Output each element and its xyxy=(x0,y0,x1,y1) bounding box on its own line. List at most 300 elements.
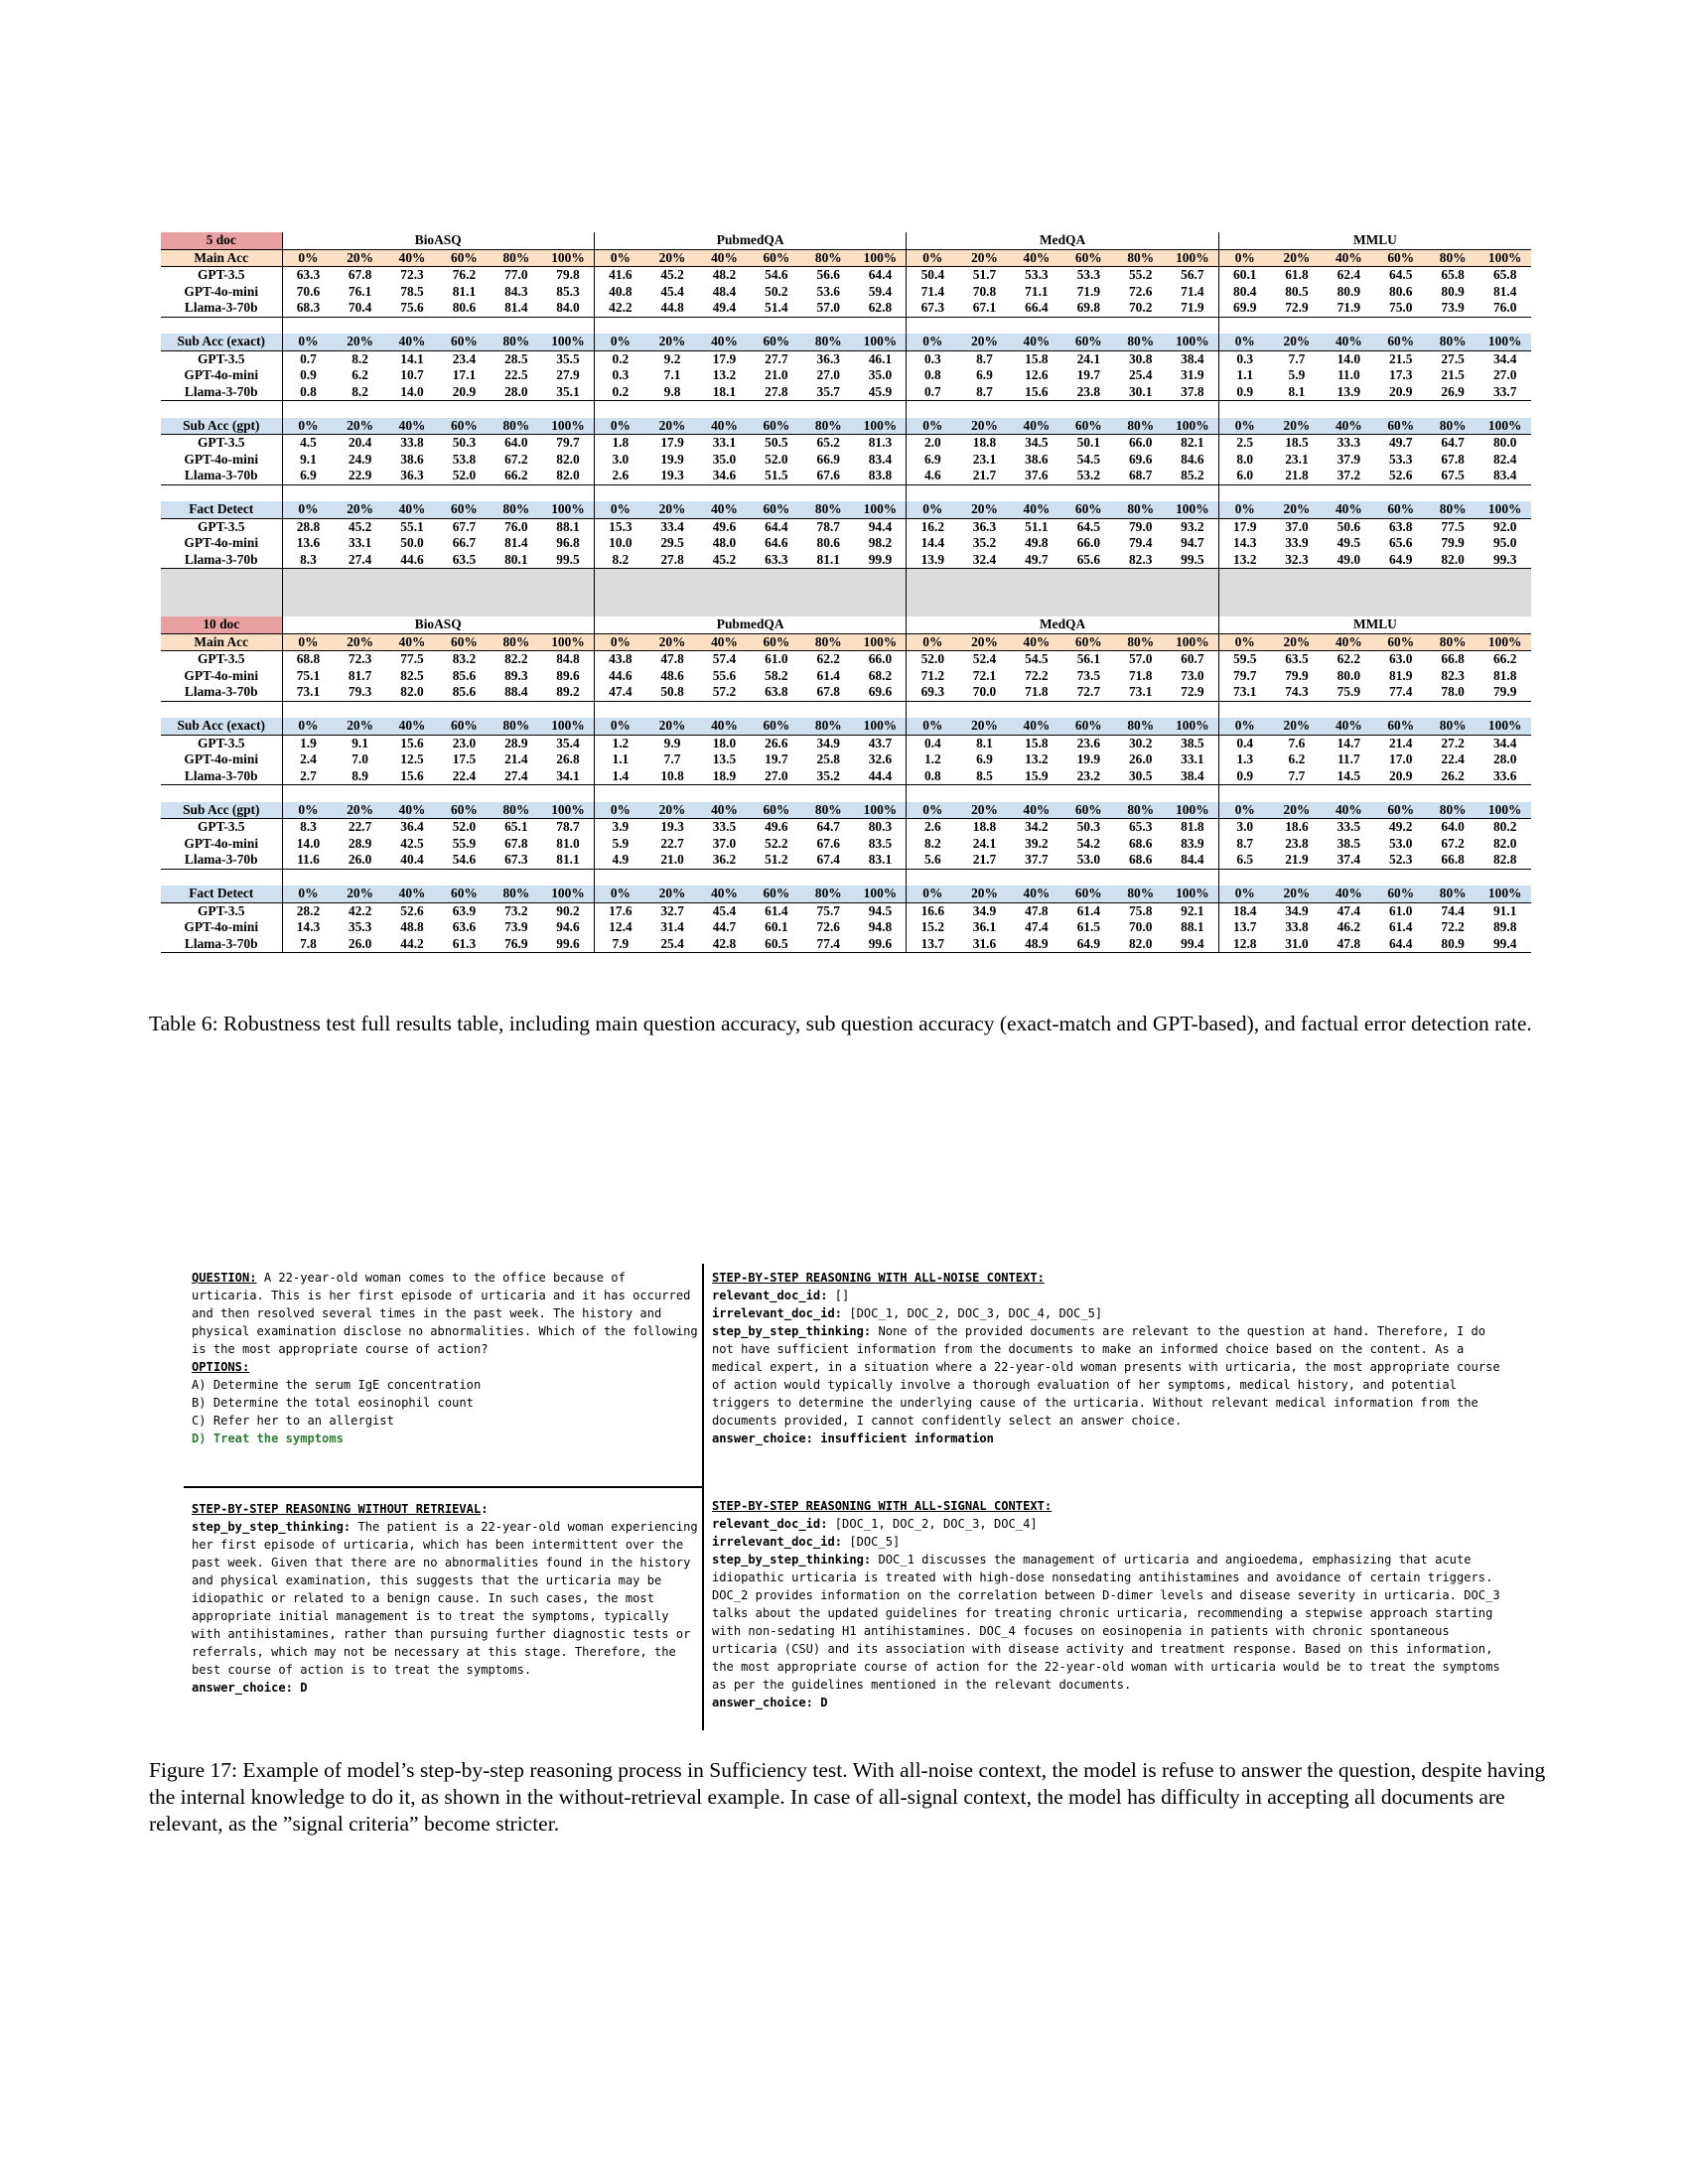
value-cell: 37.8 xyxy=(1167,384,1218,401)
gap-cell xyxy=(646,569,698,617)
value-cell: 14.4 xyxy=(907,535,958,552)
value-cell: 49.0 xyxy=(1323,552,1374,569)
gap-cell xyxy=(1167,569,1218,617)
percent-header: 0% xyxy=(594,718,645,735)
value-cell: 55.2 xyxy=(1128,267,1153,283)
spacer-cell xyxy=(438,701,490,718)
model-name: Llama-3-70b xyxy=(161,768,282,785)
section-label: Sub Acc (gpt) xyxy=(161,802,282,819)
value-cell: 6.2 xyxy=(1288,751,1306,767)
value-cell: 23.6 xyxy=(1076,735,1101,751)
value-cell: 73.1 xyxy=(282,684,334,701)
value-cell: 53.8 xyxy=(452,451,477,467)
percent-header: 40% xyxy=(698,334,750,350)
value-cell: 80.9 xyxy=(1427,936,1478,953)
signal-relevant-label: relevant_doc_id: xyxy=(712,1517,828,1531)
spacer-cell xyxy=(1375,317,1427,334)
option-d-correct: D) Treat the symptoms xyxy=(192,1432,344,1445)
section-header-row xyxy=(161,802,1531,819)
spacer-cell xyxy=(594,401,645,418)
spacer-cell xyxy=(1478,484,1531,501)
value-cell: 71.8 xyxy=(1128,667,1153,683)
value-cell: 37.6 xyxy=(1011,468,1062,484)
percent-header: 80% xyxy=(802,249,854,267)
table-row xyxy=(161,668,1531,685)
spacer-cell xyxy=(802,785,854,802)
noise-thinking-label: step_by_step_thinking: xyxy=(712,1324,872,1338)
percent-header: 40% xyxy=(386,886,438,902)
value-cell: 33.5 xyxy=(712,819,737,835)
value-cell: 70.8 xyxy=(972,283,997,299)
value-cell: 80.1 xyxy=(491,552,542,569)
spacer-cell xyxy=(854,484,906,501)
value-cell: 35.4 xyxy=(556,735,580,751)
table-row xyxy=(161,468,1531,484)
value-cell: 35.2 xyxy=(802,768,854,785)
value-cell: 57.0 xyxy=(1128,651,1153,667)
noise-relevant-label: relevant_doc_id: xyxy=(712,1289,828,1302)
spacer-cell xyxy=(334,484,385,501)
model-name: GPT-4o-mini xyxy=(184,451,259,467)
value-cell: 69.6 xyxy=(1128,451,1153,467)
value-cell: 1.2 xyxy=(594,735,645,751)
value-cell: 81.4 xyxy=(491,300,542,317)
value-cell: 78.0 xyxy=(1427,684,1478,701)
value-cell: 67.8 xyxy=(348,267,372,283)
section-label: Sub Acc (exact) xyxy=(161,334,282,350)
percent-header: 40% xyxy=(698,418,750,435)
value-cell: 13.5 xyxy=(712,751,737,767)
spacer-cell xyxy=(751,317,802,334)
value-cell: 72.6 xyxy=(1128,283,1153,299)
percent-header: 40% xyxy=(1011,886,1062,902)
spacer-cell xyxy=(1115,401,1167,418)
spacer-cell xyxy=(542,401,594,418)
value-cell: 41.6 xyxy=(594,267,645,284)
value-cell: 64.9 xyxy=(1062,936,1114,953)
spacer-cell xyxy=(438,869,490,886)
section-label: Fact Detect xyxy=(161,501,282,518)
value-cell: 76.2 xyxy=(452,267,477,283)
figure-caption-text: Example of model’s step-by-step reasoning process in Sufficiency test. With all-noise context, the model is refuse to answer the question, despite having the internal knowledge to do it, as shown in the without-retrieval example. In case of all-signal context, the model has difficulty in accepting all documents are relevant, as the ”signal criteria” become stricter. xyxy=(149,1758,1546,1836)
value-cell: 62.8 xyxy=(854,300,906,317)
value-cell: 5.6 xyxy=(907,852,958,869)
spacer-cell xyxy=(1375,484,1427,501)
value-cell: 2.0 xyxy=(907,435,958,452)
question-label: QUESTION: xyxy=(192,1271,257,1285)
model-name: GPT-4o-mini xyxy=(184,667,259,683)
percent-header: 20% xyxy=(958,418,1010,435)
spacer-cell xyxy=(282,701,334,718)
value-cell: 9.1 xyxy=(282,452,334,469)
value-cell: 66.0 xyxy=(1128,435,1153,451)
percent-header: 100% xyxy=(1478,334,1531,350)
value-cell: 19.3 xyxy=(660,819,684,835)
gap-cell xyxy=(854,569,906,617)
value-cell: 63.5 xyxy=(1285,651,1309,667)
value-cell: 64.6 xyxy=(765,535,788,551)
results-table xyxy=(161,232,1531,953)
spacer-cell xyxy=(1115,317,1167,334)
spacer-cell xyxy=(1375,701,1427,718)
value-cell: 69.8 xyxy=(1062,300,1114,317)
spacer-cell xyxy=(1478,701,1531,718)
percent-header: 60% xyxy=(1375,718,1427,735)
value-cell: 84.3 xyxy=(504,283,528,299)
block-gap-row xyxy=(161,569,1531,617)
percent-header: 60% xyxy=(751,501,802,518)
value-cell: 43.7 xyxy=(868,735,893,751)
value-cell: 5.9 xyxy=(594,836,645,853)
figure-caption-label: Figure 17: xyxy=(149,1758,237,1782)
percent-header: 0% xyxy=(1218,249,1270,267)
spacer-cell xyxy=(1271,785,1323,802)
value-cell: 56.6 xyxy=(816,267,840,283)
value-cell: 56.1 xyxy=(1076,651,1101,667)
value-cell: 59.4 xyxy=(868,283,893,299)
value-cell: 63.3 xyxy=(751,552,802,569)
value-cell: 2.7 xyxy=(282,768,334,785)
percent-header: 100% xyxy=(1167,418,1218,435)
percent-header: 60% xyxy=(438,418,490,435)
value-cell: 10.0 xyxy=(594,535,645,552)
value-cell: 72.1 xyxy=(972,667,997,683)
spacer-cell xyxy=(854,401,906,418)
value-cell: 33.8 xyxy=(1285,919,1309,935)
percent-header: 100% xyxy=(1478,886,1531,902)
table-row xyxy=(161,367,1531,384)
value-cell: 18.5 xyxy=(1285,435,1309,451)
value-cell: 80.6 xyxy=(438,300,490,317)
percent-header: 0% xyxy=(1218,418,1270,435)
value-cell: 7.6 xyxy=(1288,735,1306,751)
value-cell: 13.2 xyxy=(1218,552,1270,569)
value-cell: 72.7 xyxy=(1062,684,1114,701)
spacer-cell xyxy=(646,317,698,334)
value-cell: 79.8 xyxy=(556,267,580,283)
percent-header: 80% xyxy=(802,886,854,902)
value-cell: 79.4 xyxy=(1128,535,1153,551)
spacer-cell xyxy=(386,701,438,718)
value-cell: 17.9 xyxy=(660,435,684,451)
value-cell: 29.5 xyxy=(660,535,684,551)
percent-header: 60% xyxy=(751,802,802,819)
value-cell: 66.4 xyxy=(1011,300,1062,317)
value-cell: 46.2 xyxy=(1336,919,1361,935)
spacer-cell xyxy=(646,701,698,718)
value-cell: 60.7 xyxy=(1181,651,1204,667)
percent-header: 20% xyxy=(1271,418,1323,435)
value-cell: 8.0 xyxy=(1218,452,1270,469)
value-cell: 28.5 xyxy=(504,350,528,366)
value-cell: 83.4 xyxy=(1478,468,1531,484)
spacer-cell xyxy=(1115,869,1167,886)
value-cell: 21.0 xyxy=(646,852,698,869)
value-cell: 18.1 xyxy=(698,384,750,401)
percent-header: 80% xyxy=(491,886,542,902)
gap-cell xyxy=(958,569,1010,617)
value-cell: 47.4 xyxy=(1336,902,1361,918)
value-cell: 35.2 xyxy=(972,535,997,551)
percent-header: 40% xyxy=(1011,501,1062,518)
value-cell: 61.0 xyxy=(765,651,788,667)
value-cell: 34.4 xyxy=(1492,350,1517,366)
value-cell: 6.9 xyxy=(976,367,993,383)
value-cell: 64.9 xyxy=(1375,552,1427,569)
table-row xyxy=(161,535,1531,552)
value-cell: 34.9 xyxy=(816,735,840,751)
percent-header: 40% xyxy=(698,249,750,267)
spacer-cell xyxy=(1478,869,1531,886)
model-name: GPT-3.5 xyxy=(198,819,245,835)
value-cell: 37.9 xyxy=(1336,451,1361,467)
value-cell: 49.7 xyxy=(1011,552,1062,569)
value-cell: 67.4 xyxy=(802,852,854,869)
spacer-cell xyxy=(1478,317,1531,334)
value-cell: 89.6 xyxy=(556,667,580,683)
value-cell: 8.7 xyxy=(1218,836,1270,853)
value-cell: 27.8 xyxy=(751,384,802,401)
value-cell: 80.0 xyxy=(1492,435,1517,451)
value-cell: 61.8 xyxy=(1285,267,1309,283)
percent-header: 100% xyxy=(854,886,906,902)
value-cell: 48.2 xyxy=(712,267,737,283)
value-cell: 22.5 xyxy=(504,367,528,383)
value-cell: 70.0 xyxy=(958,684,1010,701)
value-cell: 60.1 xyxy=(1218,267,1270,284)
dataset-header-bioasq: BioASQ xyxy=(282,232,594,249)
value-cell: 17.6 xyxy=(594,902,645,919)
value-cell: 75.0 xyxy=(1375,300,1427,317)
percent-header: 0% xyxy=(282,718,334,735)
value-cell: 45.2 xyxy=(660,267,684,283)
value-cell: 7.7 xyxy=(1271,768,1323,785)
value-cell: 89.3 xyxy=(504,667,528,683)
spacer-cell xyxy=(1478,401,1531,418)
percent-header: 0% xyxy=(907,334,958,350)
value-cell: 99.9 xyxy=(854,552,906,569)
value-cell: 63.8 xyxy=(751,684,802,701)
value-cell: 15.8 xyxy=(1025,735,1049,751)
value-cell: 17.9 xyxy=(712,350,737,366)
model-name: GPT-3.5 xyxy=(198,902,245,918)
value-cell: 0.4 xyxy=(1218,735,1270,751)
value-cell: 19.3 xyxy=(646,468,698,484)
signal-relevant-value: [DOC_1, DOC_2, DOC_3, DOC_4] xyxy=(834,1517,1038,1531)
percent-header: 0% xyxy=(1218,886,1270,902)
value-cell: 35.0 xyxy=(712,451,737,467)
value-cell: 62.2 xyxy=(1336,651,1361,667)
gap-cell xyxy=(802,569,854,617)
value-cell: 89.8 xyxy=(1492,919,1517,935)
question-panel xyxy=(192,1269,705,1447)
value-cell: 68.7 xyxy=(1115,468,1167,484)
model-name: Llama-3-70b xyxy=(161,852,282,869)
value-cell: 38.6 xyxy=(400,451,424,467)
value-cell: 31.4 xyxy=(660,919,684,935)
value-cell: 75.1 xyxy=(282,668,334,685)
value-cell: 13.2 xyxy=(1025,751,1049,767)
value-cell: 50.5 xyxy=(765,435,788,451)
percent-header: 0% xyxy=(907,633,958,651)
spacer-cell xyxy=(542,484,594,501)
percent-header: 100% xyxy=(1478,633,1531,651)
percent-header: 40% xyxy=(698,501,750,518)
gap-cell xyxy=(1218,569,1270,617)
value-cell: 21.7 xyxy=(958,468,1010,484)
spacer-row xyxy=(161,484,1531,501)
spacer-cell xyxy=(802,317,854,334)
value-cell: 2.4 xyxy=(282,751,334,768)
value-cell: 64.5 xyxy=(1076,518,1101,534)
value-cell: 67.2 xyxy=(1441,835,1465,851)
value-cell: 45.4 xyxy=(660,283,684,299)
value-cell: 66.9 xyxy=(816,451,840,467)
percent-header: 0% xyxy=(907,802,958,819)
value-cell: 7.7 xyxy=(1288,350,1306,366)
percent-header: 40% xyxy=(698,886,750,902)
model-name: GPT-4o-mini xyxy=(184,535,259,551)
percent-header: 80% xyxy=(1427,718,1478,735)
value-cell: 27.0 xyxy=(751,768,802,785)
percent-header: 100% xyxy=(542,886,594,902)
all-signal-panel xyxy=(712,1497,1506,1711)
value-cell: 52.0 xyxy=(452,819,477,835)
value-cell: 49.6 xyxy=(765,819,788,835)
percent-header: 40% xyxy=(1323,334,1374,350)
value-cell: 22.9 xyxy=(334,468,385,484)
spacer-cell xyxy=(958,869,1010,886)
gap-cell xyxy=(161,569,282,617)
value-cell: 61.4 xyxy=(765,902,788,918)
value-cell: 0.3 xyxy=(907,350,958,367)
value-cell: 90.2 xyxy=(556,902,580,918)
spacer-cell xyxy=(491,401,542,418)
percent-header: 60% xyxy=(438,718,490,735)
value-cell: 52.2 xyxy=(765,835,788,851)
value-cell: 18.4 xyxy=(1218,902,1270,919)
percent-header: 60% xyxy=(751,633,802,651)
value-cell: 6.9 xyxy=(976,751,993,767)
spacer-cell xyxy=(1218,701,1270,718)
value-cell: 2.6 xyxy=(907,819,958,836)
figure-horizontal-divider xyxy=(184,1486,703,1488)
spacer-cell xyxy=(802,484,854,501)
value-cell: 94.4 xyxy=(868,518,893,534)
value-cell: 17.5 xyxy=(452,751,477,767)
spacer-cell xyxy=(1011,401,1062,418)
value-cell: 60.1 xyxy=(765,919,788,935)
gap-cell xyxy=(1427,569,1478,617)
percent-header: 40% xyxy=(1011,633,1062,651)
value-cell: 1.4 xyxy=(594,768,645,785)
gap-cell xyxy=(438,569,490,617)
percent-header: 80% xyxy=(1115,633,1167,651)
value-cell: 80.3 xyxy=(868,819,893,835)
value-cell: 44.6 xyxy=(594,668,645,685)
percent-header: 20% xyxy=(958,718,1010,735)
value-cell: 50.2 xyxy=(765,283,788,299)
value-cell: 80.2 xyxy=(1492,819,1517,835)
percent-header: 0% xyxy=(594,249,645,267)
value-cell: 63.3 xyxy=(282,267,334,284)
percent-header: 100% xyxy=(854,334,906,350)
value-cell: 36.3 xyxy=(386,468,438,484)
signal-thinking-label: step_by_step_thinking: xyxy=(712,1553,872,1567)
value-cell: 35.7 xyxy=(802,384,854,401)
spacer-cell xyxy=(907,317,958,334)
value-cell: 7.9 xyxy=(594,936,645,953)
value-cell: 30.5 xyxy=(1115,768,1167,785)
value-cell: 38.4 xyxy=(1167,768,1218,785)
value-cell: 45.2 xyxy=(348,518,372,534)
value-cell: 0.2 xyxy=(594,350,645,367)
percent-header: 0% xyxy=(282,249,334,267)
spacer-row xyxy=(161,701,1531,718)
value-cell: 8.2 xyxy=(594,552,645,569)
value-cell: 51.2 xyxy=(751,852,802,869)
spacer-cell xyxy=(907,785,958,802)
percent-header: 80% xyxy=(491,718,542,735)
spacer-cell xyxy=(1427,785,1478,802)
section-header-row xyxy=(161,718,1531,735)
percent-header: 100% xyxy=(1478,718,1531,735)
percent-header: 20% xyxy=(646,418,698,435)
value-cell: 65.3 xyxy=(1128,819,1153,835)
value-cell: 9.2 xyxy=(663,350,681,366)
spacer-cell xyxy=(1011,869,1062,886)
percent-header: 80% xyxy=(802,501,854,518)
percent-header: 40% xyxy=(1011,802,1062,819)
spacer-cell xyxy=(1427,484,1478,501)
value-cell: 0.9 xyxy=(282,367,334,384)
value-cell: 6.5 xyxy=(1218,852,1270,869)
percent-header: 80% xyxy=(1427,886,1478,902)
spacer-cell xyxy=(698,869,750,886)
percent-header: 40% xyxy=(1323,501,1374,518)
value-cell: 65.6 xyxy=(1389,535,1413,551)
model-name: GPT-4o-mini xyxy=(184,367,259,383)
percent-header: 20% xyxy=(958,802,1010,819)
value-cell: 0.8 xyxy=(907,768,958,785)
value-cell: 83.5 xyxy=(868,835,893,851)
section-header-row xyxy=(161,501,1531,518)
value-cell: 81.8 xyxy=(1181,819,1204,835)
value-cell: 81.9 xyxy=(1389,667,1413,683)
value-cell: 8.2 xyxy=(907,836,958,853)
value-cell: 57.2 xyxy=(698,684,750,701)
value-cell: 22.4 xyxy=(1441,751,1465,767)
percent-header: 60% xyxy=(1062,249,1114,267)
value-cell: 82.2 xyxy=(504,651,528,667)
spacer-cell xyxy=(282,317,334,334)
value-cell: 84.4 xyxy=(1167,852,1218,869)
without-retrieval-panel xyxy=(192,1500,705,1697)
value-cell: 62.4 xyxy=(1336,267,1361,283)
spacer-cell xyxy=(282,401,334,418)
value-cell: 64.4 xyxy=(765,518,788,534)
value-cell: 40.4 xyxy=(386,852,438,869)
section-header-row xyxy=(161,886,1531,902)
value-cell: 23.2 xyxy=(1062,768,1114,785)
value-cell: 99.4 xyxy=(1478,936,1531,953)
value-cell: 94.6 xyxy=(556,919,580,935)
percent-header: 80% xyxy=(491,633,542,651)
table-caption-label: Table 6: xyxy=(149,1012,218,1035)
value-cell: 48.8 xyxy=(400,919,424,935)
value-cell: 42.2 xyxy=(594,300,645,317)
value-cell: 61.4 xyxy=(1389,919,1413,935)
